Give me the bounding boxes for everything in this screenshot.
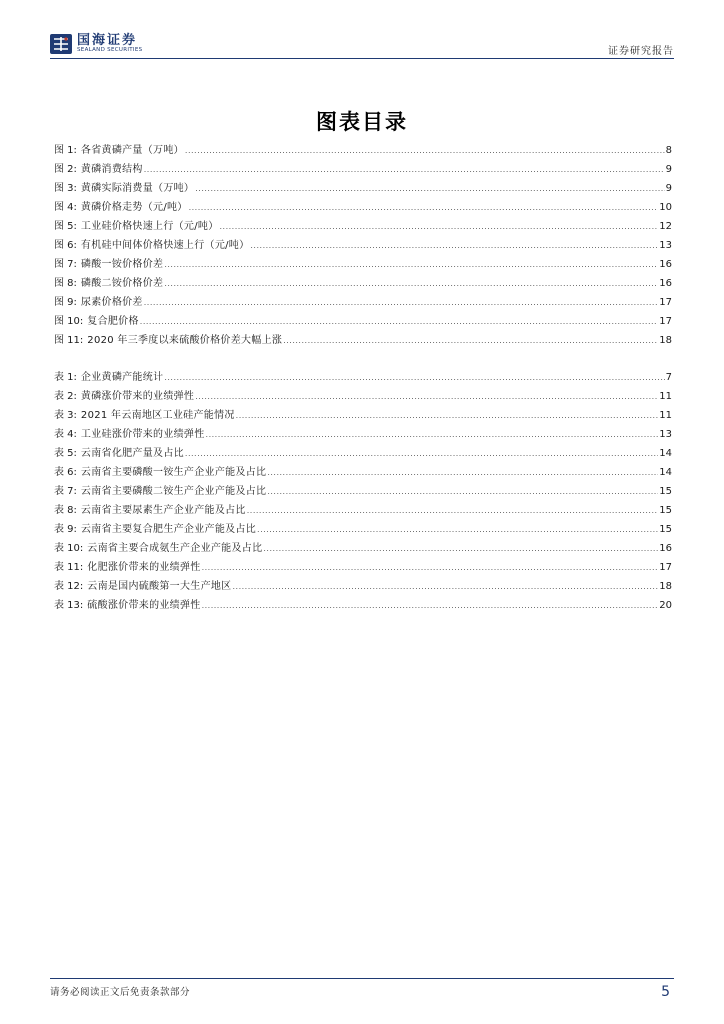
toc-entry-title: 云南省主要磷酸一铵生产企业产能及占比 <box>80 467 267 478</box>
table-toc-entry[interactable] <box>54 520 672 539</box>
dot-leader <box>140 317 658 326</box>
dot-leader <box>220 222 659 231</box>
toc-entry-title: 云南是国内硫酸第一大生产地区 <box>87 581 232 592</box>
toc-entry-label: 表 1: <box>54 372 77 383</box>
dot-leader <box>267 468 658 477</box>
toc-entry-page: 13 <box>659 240 672 251</box>
table-toc-entry[interactable] <box>54 577 672 596</box>
figure-index <box>54 141 672 350</box>
toc-entry-page: 17 <box>659 316 672 327</box>
toc-entry-label: 表 10: <box>54 543 84 554</box>
toc-entry-title: 化肥涨价带来的业绩弹性 <box>87 562 201 573</box>
toc-entry-label: 图 2: <box>54 164 77 175</box>
toc-entry-title: 黄磷消费结构 <box>80 164 143 175</box>
toc-entry-title: 磷酸二铵价格价差 <box>80 278 164 289</box>
table-toc-entry[interactable] <box>54 368 672 387</box>
toc-entry-label: 表 13: <box>54 600 84 611</box>
toc-entry-page: 12 <box>659 221 672 232</box>
toc-entry-page: 15 <box>659 486 672 497</box>
dot-leader <box>164 260 658 269</box>
table-toc-entry[interactable] <box>54 425 672 444</box>
page-number: 5 <box>661 984 670 1000</box>
page-header <box>50 30 674 59</box>
toc-entry-page: 17 <box>659 297 672 308</box>
dot-leader <box>250 241 658 250</box>
toc-entry-label: 图 1: <box>54 145 77 156</box>
toc-entry-label: 图 4: <box>54 202 77 213</box>
figure-toc-entry[interactable] <box>54 236 672 255</box>
dot-leader <box>202 601 659 610</box>
toc-entry-page: 18 <box>659 581 672 592</box>
toc-entry-title: 黄磷价格走势（元/吨） <box>80 202 188 213</box>
figure-toc-entry[interactable] <box>54 255 672 274</box>
toc-entry-title: 黄磷实际消费量（万吨） <box>80 183 195 194</box>
toc-entry-label: 图 9: <box>54 297 77 308</box>
toc-entry-label: 图 3: <box>54 183 77 194</box>
toc-entry-title: 2020 年三季度以来硫酸价格价差大幅上涨 <box>87 335 283 346</box>
toc-entry-title: 工业硅价格快速上行（元/吨） <box>80 221 219 232</box>
toc-entry-page: 9 <box>665 183 672 194</box>
toc-entry-label: 表 12: <box>54 581 84 592</box>
toc-entry-title: 工业硅涨价带来的业绩弹性 <box>80 429 205 440</box>
toc-entry-page: 11 <box>659 391 672 402</box>
figure-toc-entry[interactable] <box>54 274 672 293</box>
dot-leader <box>267 487 658 496</box>
toc-entry-page: 14 <box>659 448 672 459</box>
table-toc-entry[interactable] <box>54 539 672 558</box>
toc-entry-label: 图 6: <box>54 240 77 251</box>
toc-entry-page: 20 <box>659 600 672 611</box>
toc-entry-title: 2021 年云南地区工业硅产能情况 <box>80 410 235 421</box>
figure-toc-entry[interactable] <box>54 293 672 312</box>
table-toc-entry[interactable] <box>54 558 672 577</box>
dot-leader <box>189 203 659 212</box>
toc-entry-page: 13 <box>659 429 672 440</box>
toc-entry-label: 表 11: <box>54 562 84 573</box>
page-footer <box>50 978 674 1005</box>
logo-english-name: SEALAND SECURITIES <box>77 47 143 54</box>
toc-entry-label: 表 8: <box>54 505 77 516</box>
toc-entry-page: 15 <box>659 505 672 516</box>
toc-entry-page: 9 <box>665 164 672 175</box>
sealand-logo-icon <box>50 34 72 54</box>
toc-entry-title: 企业黄磷产能统计 <box>80 372 164 383</box>
table-toc-entry[interactable] <box>54 406 672 425</box>
table-index <box>54 368 672 615</box>
dot-leader <box>257 525 658 534</box>
toc-entry-title: 各省黄磷产量（万吨） <box>80 145 184 156</box>
dot-leader <box>236 411 659 420</box>
dot-leader <box>232 582 658 591</box>
dot-leader <box>202 563 659 572</box>
toc-entry-label: 表 2: <box>54 391 77 402</box>
dot-leader <box>144 165 665 174</box>
toc-entry-title: 有机硅中间体价格快速上行（元/吨） <box>80 240 250 251</box>
disclaimer-notice: 请务必阅读正文后免责条款部分 <box>50 987 191 998</box>
dot-leader <box>164 373 664 382</box>
dot-leader <box>185 449 658 458</box>
toc-entry-title: 复合肥价格 <box>87 316 139 327</box>
toc-entry-title: 云南省主要磷酸二铵生产企业产能及占比 <box>80 486 267 497</box>
toc-entry-page: 10 <box>659 202 672 213</box>
toc-entry-label: 表 4: <box>54 429 77 440</box>
dot-leader <box>283 336 658 345</box>
figure-toc-entry[interactable] <box>54 179 672 198</box>
figure-toc-entry[interactable] <box>54 331 672 350</box>
dot-leader <box>195 184 664 193</box>
toc-entry-page: 16 <box>659 259 672 270</box>
figure-toc-entry[interactable] <box>54 160 672 179</box>
page-title: 图表目录 <box>316 109 408 134</box>
toc-entry-page: 7 <box>665 372 672 383</box>
toc-entry-title: 云南省主要合成氨生产企业产能及占比 <box>87 543 263 554</box>
toc-entry-label: 表 3: <box>54 410 77 421</box>
table-toc-entry[interactable] <box>54 444 672 463</box>
table-toc-entry[interactable] <box>54 482 672 501</box>
toc-entry-label: 表 6: <box>54 467 77 478</box>
toc-entry-page: 17 <box>659 562 672 573</box>
document-type: 证券研究报告 <box>608 46 674 57</box>
dot-leader <box>206 430 659 439</box>
toc-entry-page: 14 <box>659 467 672 478</box>
toc-entry-label: 表 9: <box>54 524 77 535</box>
table-toc-entry[interactable] <box>54 463 672 482</box>
toc-entry-title: 黄磷涨价带来的业绩弹性 <box>80 391 195 402</box>
toc-entry-title: 云南省化肥产量及占比 <box>80 448 184 459</box>
figure-toc-entry[interactable] <box>54 141 672 160</box>
toc-entry-label: 图 10: <box>54 316 84 327</box>
toc-entry-label: 图 7: <box>54 259 77 270</box>
logo-chinese-name: 国海证券 <box>77 33 138 49</box>
dot-leader <box>247 506 659 515</box>
dot-leader <box>144 298 659 307</box>
toc-entry-page: 16 <box>659 278 672 289</box>
toc-entry-label: 表 5: <box>54 448 77 459</box>
toc-entry-title: 云南省主要尿素生产企业产能及占比 <box>80 505 246 516</box>
toc-entry-page: 15 <box>659 524 672 535</box>
toc-entry-title: 尿素价格价差 <box>80 297 143 308</box>
toc-entry-page: 16 <box>659 543 672 554</box>
toc-entry-title: 云南省主要复合肥生产企业产能及占比 <box>80 524 257 535</box>
toc-entry-page: 11 <box>659 410 672 421</box>
figure-toc-entry[interactable] <box>54 312 672 331</box>
table-toc-entry[interactable] <box>54 596 672 615</box>
dot-leader <box>195 392 658 401</box>
dot-leader <box>263 544 658 553</box>
dot-leader <box>164 279 658 288</box>
figure-toc-entry[interactable] <box>54 217 672 236</box>
toc-entry-title: 硫酸涨价带来的业绩弹性 <box>87 600 201 611</box>
toc-entry-label: 图 5: <box>54 221 77 232</box>
table-toc-entry[interactable] <box>54 501 672 520</box>
table-toc-entry[interactable] <box>54 387 672 406</box>
company-logo <box>50 32 142 56</box>
toc-entry-page: 18 <box>659 335 672 346</box>
toc-entry-label: 表 7: <box>54 486 77 497</box>
dot-leader <box>185 146 665 155</box>
toc-entry-title: 磷酸一铵价格价差 <box>80 259 164 270</box>
toc-entry-page: 8 <box>665 145 672 156</box>
toc-entry-label: 图 8: <box>54 278 77 289</box>
figure-toc-entry[interactable] <box>54 198 672 217</box>
toc-entry-label: 图 11: <box>54 335 84 346</box>
